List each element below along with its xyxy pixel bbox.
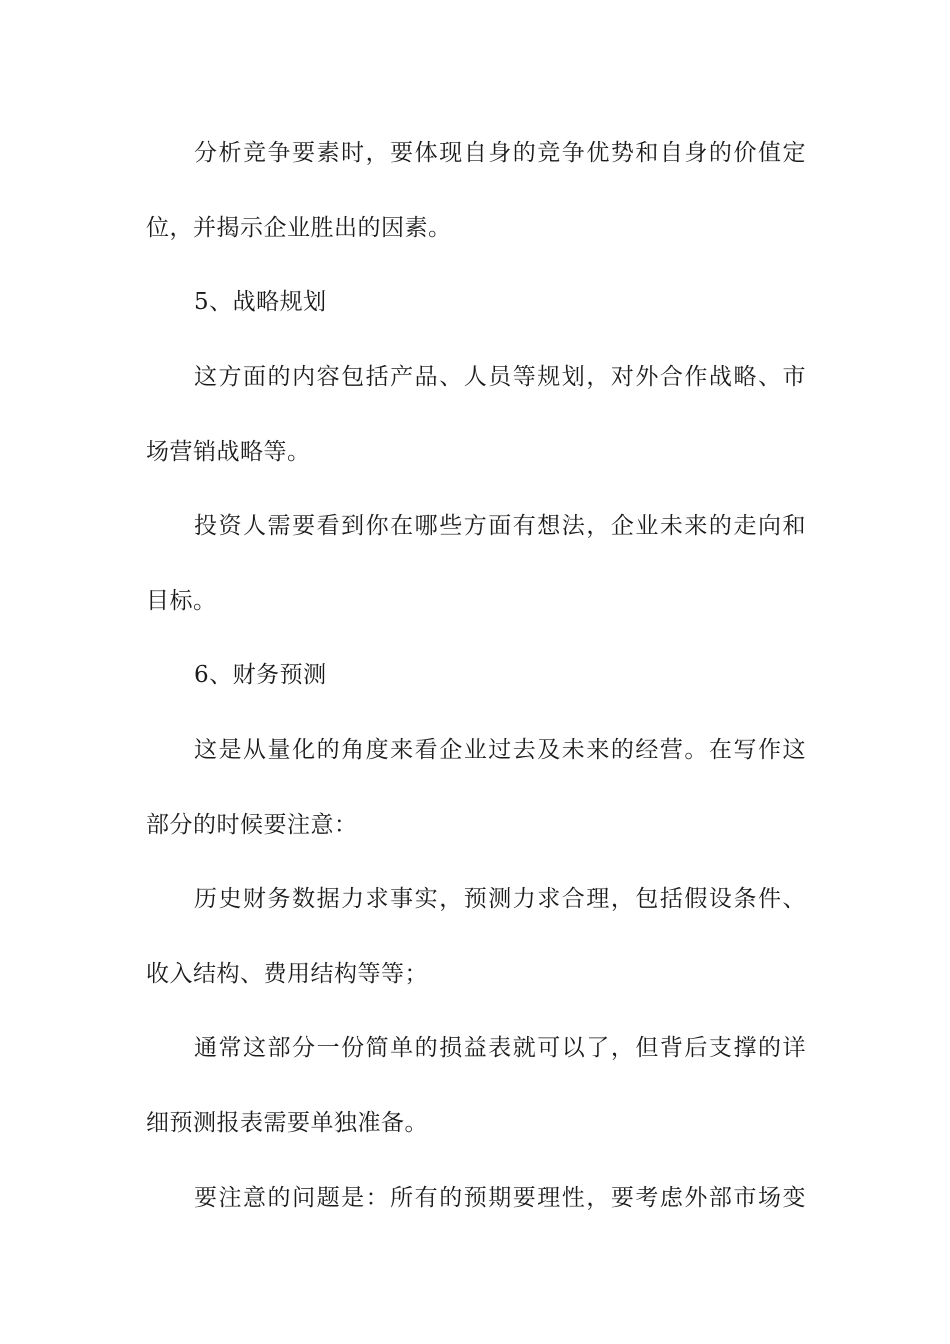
section-heading: 5、战略规划 [194,289,327,315]
paragraph-line: 细预测报表需要单独准备。 [146,1110,428,1136]
paragraph-line: 分析竞争要素时，要体现自身的竞争优势和自身的价值定 [194,140,806,166]
paragraph-line: 这是从量化的角度来看企业过去及未来的经营。在写作这 [194,737,806,763]
paragraph-line: 通常这部分一份简单的损益表就可以了，但背后支撑的详 [194,1035,806,1061]
paragraph-line: 位，并揭示企业胜出的因素。 [146,215,452,241]
paragraph-line: 投资人需要看到你在哪些方面有想法，企业未来的走向和 [194,513,806,539]
paragraph-line: 这方面的内容包括产品、人员等规划，对外合作战略、市 [194,364,806,390]
paragraph-line: 目标。 [146,588,217,614]
section-heading: 6、财务预测 [194,662,327,688]
paragraph-line: 历史财务数据力求事实，预测力求合理，包括假设条件、 [194,886,806,912]
paragraph-line: 场营销战略等。 [146,439,311,465]
paragraph-line: 部分的时候要注意： [146,812,358,838]
paragraph-line: 收入结构、费用结构等等； [146,961,428,987]
paragraph-line: 要注意的问题是：所有的预期要理性，要考虑外部市场变 [194,1185,806,1211]
